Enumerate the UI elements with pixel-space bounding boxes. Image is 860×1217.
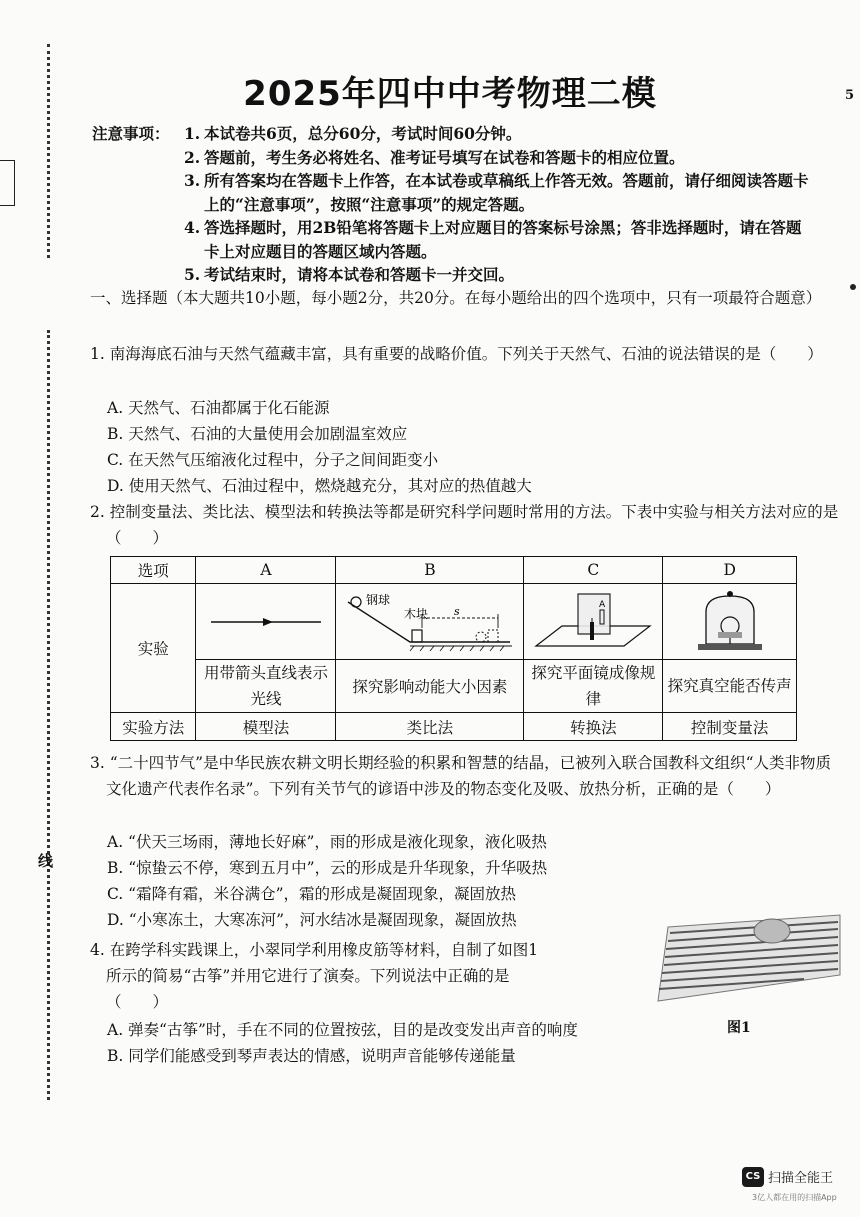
question-3-option-a: A. “伏天三场雨，薄地长好麻”，雨的形成是液化现象，液化吸热 [107, 833, 547, 851]
watermark-tagline: 3亿人都在用的扫描App [752, 1193, 837, 1202]
experiment-methods-table [110, 556, 797, 741]
question-1-option-a: A. 天然气、石油都属于化石能源 [107, 399, 330, 417]
sketch-label-block: 木块 [403, 606, 428, 621]
method-d: 控制变量法 [663, 713, 797, 741]
question-3-option-d: D. “小寒冻土，大寒冻河”，河水结冰是凝固现象，凝固放热 [107, 911, 517, 929]
question-1-stem: 1. 南海海底石油与天然气蕴藏丰富，具有重要的战略价值。下列关于天然气、石油的说法错误的是（ ） [90, 345, 823, 363]
table-row-label-experiment: 实验 [111, 584, 196, 713]
sketch-cell-c [524, 584, 663, 660]
question-4-stem-line-2: 所示的简易“古筝”并用它进行了演奏。下列说法中正确的是 [106, 967, 510, 985]
binding-margin-char: 线 [38, 852, 54, 870]
notice-items [184, 122, 814, 287]
notice-item [184, 263, 814, 287]
sketch-label-candle: A [599, 599, 606, 610]
question-1-option-c: C. 在天然气压缩液化过程中，分子之间间距变小 [107, 451, 439, 469]
arrow-ray-sketch [201, 597, 331, 647]
table-header-c: C [524, 557, 663, 584]
watermark-app-name: 扫描全能王 [768, 1171, 834, 1186]
question-4-option-a: A. 弹奏“古筝”时，手在不同的位置按弦，目的是改变发出声音的响度 [107, 1021, 578, 1039]
section-heading: 一、选择题（本大题共10小题，每小题2分，共20分。在每小题给出的四个选项中，只有一项最符合题意） [90, 289, 822, 307]
question-3-stem: 3. “二十四节气”是中华民族农耕文明长期经验的积累和智慧的结晶，已被列入联合国教科文组织“人类非物质文化遗产代表作名录”。下列有关节气的谚语中涉及的物态变化及吸、放热分析，正确的是（ ） [90, 754, 831, 798]
question-1-option-b: B. 天然气、石油的大量使用会加剧温室效应 [107, 425, 408, 443]
table-header-option: 选项 [111, 557, 196, 584]
table-header-a: A [196, 557, 336, 584]
notice-item-number: 1. [184, 124, 201, 143]
table-method-row [111, 713, 797, 741]
notice-item-text: 本试卷共6页，总分60分，考试时间60分钟。 [204, 124, 522, 143]
notice-item-number: 4. [184, 218, 201, 237]
method-b: 类比法 [336, 713, 524, 741]
notice-item-text: 答选择题时，用2B铅笔将答题卡上对应题目的答案标号涂黑；答非选择题时，请在答题卡上对应题目的答题区域内答题。 [204, 218, 802, 261]
question-4-option-b: B. 同学们能感受到琴声表达的情感，说明声音能够传递能量 [107, 1047, 516, 1065]
question-3-option-b: B. “惊蛰云不停，寒到五月中”，云的形成是升华现象，升华吸热 [107, 859, 548, 877]
notice-label: 注意事项： [92, 124, 170, 143]
incline-ball-block-sketch [340, 588, 520, 656]
camscanner-logo-icon: CS [742, 1167, 764, 1187]
page-edge-mark: 5 [845, 88, 855, 103]
table-header-b: B [336, 557, 524, 584]
table-sketch-row [111, 584, 797, 660]
bell-jar-sketch [690, 588, 770, 656]
notice-item [184, 122, 814, 146]
notice-item [184, 216, 814, 263]
question-1-option-d: D. 使用天然气、石油过程中，燃烧越充分，其对应的热值越大 [107, 477, 532, 495]
guzheng-photo [654, 913, 844, 1005]
table-row-label-method: 实验方法 [111, 713, 196, 741]
table-desc-row [111, 660, 797, 713]
experiment-desc-b: 探究影响动能大小因素 [336, 660, 524, 713]
table-header-d: D [663, 557, 797, 584]
plane-mirror-sketch [528, 588, 658, 656]
sketch-label-ball: 钢球 [365, 592, 390, 607]
question-3-option-c: C. “霜降有霜，米谷满仓”，霜的形成是凝固现象，凝固放热 [107, 885, 517, 903]
sketch-cell-d [663, 584, 797, 660]
method-a: 模型法 [196, 713, 336, 741]
experiment-desc-c: 探究平面镜成像规律 [524, 660, 663, 713]
binding-dotted-line-bottom [47, 330, 50, 1100]
binding-bracket [0, 160, 15, 206]
table-header-row [111, 557, 797, 584]
sketch-cell-a [196, 584, 336, 660]
notice-item-number: 2. [184, 147, 201, 167]
sketch-label-distance: s [453, 604, 460, 618]
experiment-desc-a: 用带箭头直线表示光线 [196, 660, 336, 713]
notice-item-number: 5. [184, 265, 201, 284]
sketch-cell-b [336, 584, 524, 660]
method-c: 转换法 [524, 713, 663, 741]
notice-item-number: 3. [184, 171, 201, 190]
figure-1-label: 图1 [727, 1020, 751, 1036]
question-2-stem: 2. 控制变量法、类比法、模型法和转换法等都是研究科学问题时常用的方法。下表中实验与相关方法对应的是（ ） [90, 503, 839, 547]
experiment-desc-d: 探究真空能否传声 [663, 660, 797, 713]
notice-item-text: 所有答案均在答题卡上作答，在本试卷或草稿纸上作答无效。答题前，请仔细阅读答题卡上的“注意事项”，按照“注意事项”的规定答题。 [204, 171, 809, 214]
notice-item [184, 169, 814, 216]
question-4-stem-line-3: （ ） [106, 993, 169, 1011]
notice-item-text: 考试结束时，请将本试卷和答题卡一并交回。 [204, 265, 515, 284]
question-4-stem-line-1: 4. 在跨学科实践课上，小翠同学利用橡皮筋等材料，自制了如图1 [90, 941, 539, 959]
page-title: 2025年四中中考物理二模 [243, 74, 657, 114]
notice-item-text: 答题前，考生务必将姓名、准考证号填写在试卷和答题卡的相应位置。 [204, 147, 685, 167]
notice-item [184, 146, 814, 170]
